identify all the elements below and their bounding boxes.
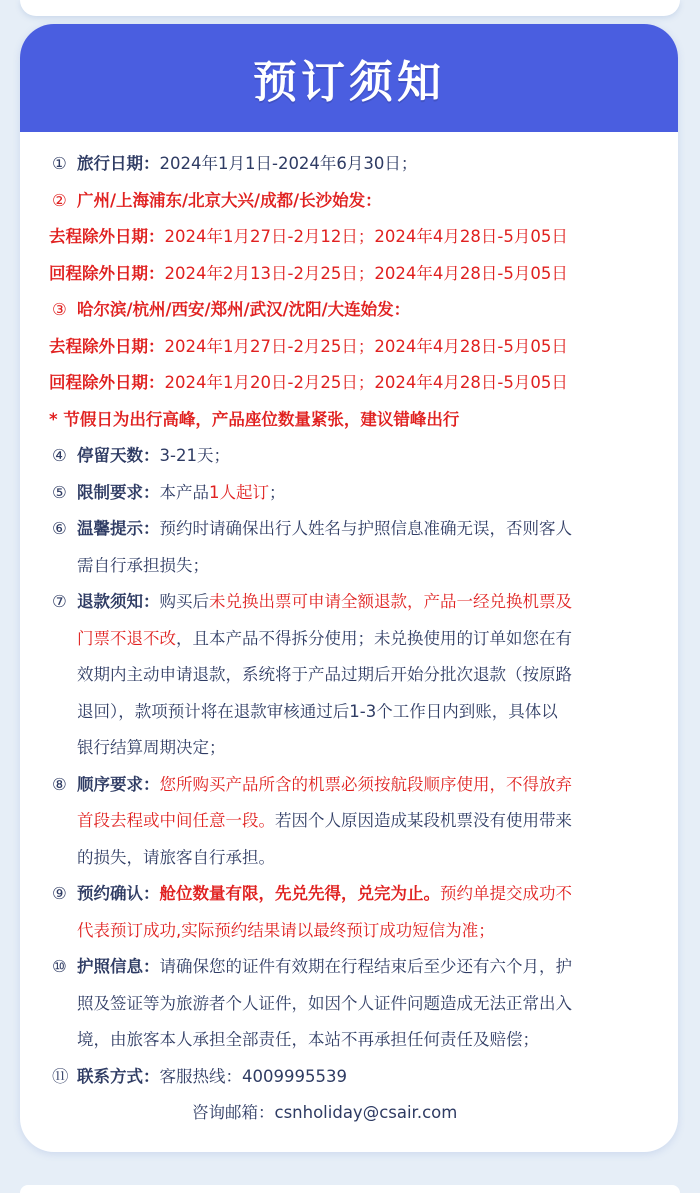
group1-heading-row bbox=[52, 183, 660, 220]
booking-confirm-row-cont bbox=[52, 913, 660, 950]
order-requirement-row-cont bbox=[52, 803, 660, 840]
item-number: ⑨ bbox=[52, 884, 67, 903]
item-number: ⑩ bbox=[52, 957, 67, 976]
item-number: ⑪ bbox=[52, 1066, 69, 1086]
item-number: ⑧ bbox=[52, 774, 67, 794]
next-card-edge bbox=[20, 1185, 680, 1193]
item-text: 预约时请确保出行人姓名与护照信息准确无误，否则客人 bbox=[159, 519, 572, 538]
hotline-text: 客服热线：4009995539 bbox=[159, 1066, 347, 1086]
item-label: 联系方式： bbox=[77, 1066, 160, 1086]
text-part: 购买后 bbox=[159, 592, 209, 611]
refund-row-cont bbox=[52, 657, 660, 694]
restriction-row bbox=[52, 475, 660, 512]
text-part: ，且本产品不得拆分使用；未兑换使用的订单如您在有 bbox=[176, 628, 572, 648]
stay-days-row bbox=[52, 438, 660, 475]
travel-date-row bbox=[52, 146, 660, 183]
item-label: 去程除外日期： bbox=[49, 227, 165, 246]
text-part: 本产品 bbox=[159, 482, 209, 502]
order-requirement-row-cont bbox=[52, 840, 660, 877]
item-text bbox=[160, 876, 661, 913]
group2-heading-row bbox=[52, 292, 660, 329]
booking-confirm-row bbox=[52, 876, 660, 913]
item-text: 2024年2月13日-2月25日；2024年4月28日-5月05日 bbox=[164, 263, 568, 283]
item-number: ① bbox=[52, 154, 67, 173]
highlight-text: 未兑换出票可申请全额退款，产品一经兑换机票及 bbox=[209, 592, 572, 611]
email-text: 咨询邮箱：csnholiday@csair.com bbox=[192, 1103, 458, 1122]
text-part: ； bbox=[269, 482, 286, 502]
passport-row-cont bbox=[52, 986, 660, 1023]
item-label: 回程除外日期： bbox=[49, 263, 165, 283]
holiday-note-row bbox=[49, 402, 660, 439]
item-text: 请确保您的证件有效期在行程结束后至少还有六个月，护 bbox=[159, 957, 572, 976]
item-number: ③ bbox=[52, 300, 67, 319]
refund-row-cont bbox=[52, 730, 660, 767]
text-part: 预约单提交成功不 bbox=[440, 884, 572, 903]
item-text: 照及签证等为旅游者个人证件，如因个人证件问题造成无法正常出入 bbox=[77, 993, 572, 1013]
notice-list bbox=[20, 132, 678, 1132]
group2-outbound-row bbox=[49, 329, 660, 366]
item-text: 代表预订成功,实际预约结果请以最终预订成功短信为准； bbox=[77, 920, 495, 940]
card-header bbox=[20, 24, 678, 132]
item-label: 温馨提示： bbox=[77, 519, 160, 538]
passport-row-cont bbox=[52, 1022, 660, 1059]
highlight-text: 首段去程或中间任意一段。 bbox=[77, 811, 275, 830]
item-text: 2024年1月27日-2月12日；2024年4月28日-5月05日 bbox=[164, 227, 568, 246]
item-text: 效期内主动申请退款，系统将于产品过期后开始分批次退款（按原路 bbox=[77, 665, 572, 684]
item-label: 去程除外日期： bbox=[49, 336, 165, 356]
item-label: 预约确认： bbox=[77, 884, 160, 903]
contact-row bbox=[52, 1059, 660, 1096]
item-text: 2024年1月20日-2月25日；2024年4月28日-5月05日 bbox=[164, 373, 568, 392]
page-title: 预订须知 bbox=[253, 57, 445, 108]
highlight-text: 舱位数量有限，先兑先得，兑完为止。 bbox=[159, 884, 440, 903]
reminder-row-cont bbox=[52, 548, 660, 585]
item-text: 3-21天； bbox=[159, 446, 230, 465]
item-label: 旅行日期： bbox=[77, 154, 160, 173]
item-number: ② bbox=[52, 190, 67, 210]
item-text bbox=[160, 475, 661, 512]
group2-return-row bbox=[49, 365, 660, 402]
item-label: 退款须知： bbox=[77, 592, 160, 611]
item-text bbox=[77, 803, 660, 840]
item-number: ⑥ bbox=[52, 519, 67, 538]
highlight-text: 您所购买产品所含的机票必须按航段顺序使用，不得放弃 bbox=[159, 774, 572, 794]
refund-row-cont bbox=[52, 694, 660, 731]
item-number: ⑤ bbox=[52, 482, 67, 502]
previous-card-edge bbox=[20, 0, 680, 16]
highlight-text: 1人起订 bbox=[209, 482, 269, 502]
item-label: 停留天数： bbox=[77, 446, 160, 465]
passport-row bbox=[52, 949, 660, 986]
item-label: 顺序要求： bbox=[77, 774, 160, 794]
item-label: 哈尔滨/杭州/西安/郑州/武汉/沈阳/大连始发： bbox=[77, 300, 411, 319]
item-text bbox=[160, 584, 661, 621]
item-text bbox=[77, 621, 660, 658]
refund-row bbox=[52, 584, 660, 621]
item-text: 境，由旅客本人承担全部责任，本站不再承担任何责任及赔偿； bbox=[77, 1030, 539, 1049]
item-text: 的损失，请旅客自行承担。 bbox=[77, 847, 275, 867]
reminder-row bbox=[52, 511, 660, 548]
holiday-note: * 节假日为出行高峰，产品座位数量紧张，建议错峰出行 bbox=[49, 409, 460, 429]
order-requirement-row bbox=[52, 767, 660, 804]
item-text: 退回），款项预计将在退款审核通过后1-3个工作日内到账，具体以 bbox=[77, 701, 558, 721]
item-label: 护照信息： bbox=[77, 957, 160, 976]
item-label: 广州/上海浦东/北京大兴/成都/长沙始发： bbox=[77, 190, 382, 210]
group1-return-row bbox=[49, 256, 660, 293]
item-number: ④ bbox=[52, 446, 67, 465]
item-text: 2024年1月27日-2月25日；2024年4月28日-5月05日 bbox=[164, 336, 568, 356]
item-label: 限制要求： bbox=[77, 482, 160, 502]
item-text: 银行结算周期决定； bbox=[77, 738, 226, 757]
group1-outbound-row bbox=[49, 219, 660, 256]
refund-row-cont bbox=[52, 621, 660, 658]
item-text: 2024年1月1日-2024年6月30日； bbox=[159, 154, 418, 173]
highlight-text: 门票不退不改 bbox=[77, 628, 176, 648]
item-number: ⑦ bbox=[52, 592, 67, 611]
booking-notice-card bbox=[20, 24, 678, 1152]
item-text: 需自行承担损失； bbox=[77, 555, 209, 575]
text-part: 若因个人原因造成某段机票没有使用带来 bbox=[275, 811, 572, 830]
item-label: 回程除外日期： bbox=[49, 373, 165, 392]
contact-row-cont bbox=[52, 1095, 660, 1132]
